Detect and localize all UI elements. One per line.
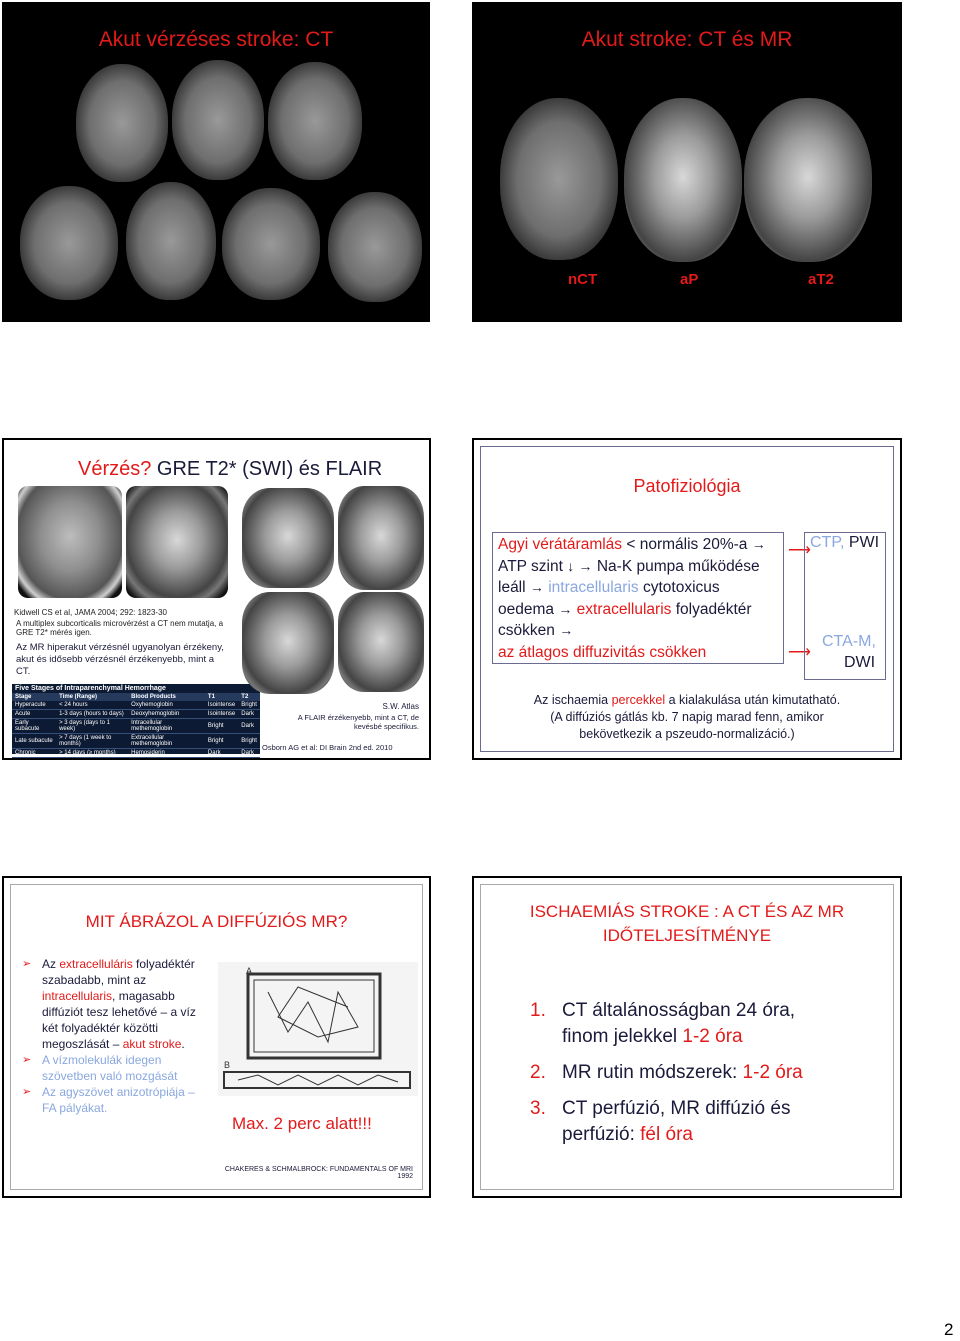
- table-cell: Bright: [238, 734, 260, 749]
- slide-title: Patofiziológia: [633, 476, 741, 496]
- table-cell: Extracellular methemoglobin: [128, 734, 205, 749]
- gre-scan-image: [18, 486, 122, 598]
- slide-title: Vérzés? GRE T2* (SWI) és FLAIR: [78, 458, 383, 480]
- slide-ct-mr: [472, 2, 902, 322]
- reference-chakeres: CHAKERES & SCHMALBROCK: FUNDAMENTALS OF MRI 1992: [224, 1166, 413, 1180]
- table-cell: Hemosiderin: [128, 749, 205, 758]
- ct-scan-image: [268, 62, 362, 180]
- table-row: [12, 701, 260, 710]
- slide-time-performance: [472, 876, 902, 1198]
- numbered-list: [530, 998, 830, 1158]
- table-cell: Acute: [12, 710, 56, 719]
- ct-axial-image: [338, 486, 424, 590]
- table-header: T2: [238, 693, 260, 701]
- osborn-reference: Osborn AG et al: DI Brain 2nd ed. 2010: [262, 743, 393, 752]
- ct-scan-image: [20, 186, 118, 300]
- stage-table: [12, 693, 260, 758]
- ct-scan-image: [126, 182, 216, 300]
- atlas-label: S.W. Atlas: [382, 702, 419, 711]
- table-cell: > 14 days (≥ months): [56, 749, 128, 758]
- arrow-down-icon: ↓: [567, 557, 575, 574]
- bullet-item: ➢ Az agyszövet anizotrópiája – FA pályákat.: [22, 1085, 195, 1115]
- arrow-right-icon: ⟶: [788, 542, 811, 559]
- table-cell: Bright: [238, 701, 260, 710]
- bullet-item: ➢ Az extracelluláris folyadéktér szabadabb, mint az intracellularis, magasabb diffúziót tesz lehetővé – a víz két folyadéktér közötti megoszlását – akut stroke.: [22, 957, 196, 1051]
- table-cell: Chronic: [12, 749, 56, 758]
- note-sensitivity: Az MR hiperakut vérzésnél ugyanolyan érzékeny, akut és idősebb vérzésnél érzékenyebb, mint a CT.: [16, 642, 224, 677]
- table-cell: Dark: [238, 719, 260, 734]
- swi-scan-image: [126, 486, 228, 598]
- table-cell: Isointense: [205, 701, 238, 710]
- arrow-right-icon: →: [558, 600, 573, 617]
- slide-title: ISCHAEMIÁS STROKE : A CT ÉS AZ MR IDŐTELJESÍTMÉNYE: [529, 902, 845, 945]
- note-microbleed: A multiplex subcorticalis microvérzést a CT nem mutatja, a GRE T2* mérés igen.: [16, 619, 224, 637]
- arrow-right-icon: →: [751, 536, 766, 552]
- table-cell: Hyperacute: [12, 701, 56, 710]
- bullet-list: [22, 956, 206, 1116]
- image-label-ap: aP: [680, 271, 699, 288]
- arrowhead-icon: ➢: [22, 958, 32, 970]
- table-cell: Dark: [238, 710, 260, 719]
- arrow-right-icon: →: [529, 579, 544, 595]
- table-cell: Bright: [205, 719, 238, 734]
- cta-m: CTA-M,: [822, 633, 876, 650]
- slide-diffusion-mr: [2, 876, 431, 1198]
- hemorrhage-stage-table: Five Stages of Intraparenchymal Hemorrhage Stage Time (Range) Blood Products T1 T2 Hyperacute < 24 hours Oxyhemoglobin Isointense Bright Acute 1-3 days (hours to days) Deoxyhemoglobin Isointense Dark Early subacute > 3 days (days to 1 week) Intracellular methemoglobin Bright Dark Late subacute > 7 days (1 week to months) Extracellular methemoglobin Bright Bright Chronic > 14 days (≥ months) Hemosiderin Dark Dark: [12, 684, 260, 754]
- ctp-pwi: CTP, PWI: [810, 534, 880, 551]
- table-row: [12, 734, 260, 749]
- table-cell: < 24 hours: [56, 701, 128, 710]
- table-row: [12, 719, 260, 734]
- ct-scan-image: [328, 192, 422, 302]
- table-cell: 1-3 days (hours to days): [56, 710, 128, 719]
- bullet-item: ➢ A vízmolekulák idegen szövetben való mozgását: [22, 1053, 178, 1083]
- arrowhead-icon: ➢: [22, 1054, 32, 1066]
- page-number: 2: [944, 1320, 954, 1339]
- arrow-right-icon: →: [559, 622, 574, 638]
- table-cell: Intracellular methemoglobin: [128, 719, 205, 734]
- diffusion-figure: A B: [218, 962, 418, 1096]
- table-cell: Early subacute: [12, 719, 56, 734]
- flair-axial-image: [242, 592, 334, 694]
- flair-note: A FLAIR érzékenyebb, mint a CT, de kevésbé specifikus.: [297, 713, 419, 731]
- max-time-label: Max. 2 perc alatt!!!: [232, 1114, 372, 1133]
- dwi: DWI: [844, 654, 876, 671]
- table-cell: Dark: [238, 749, 260, 758]
- list-item: 2. MR rutin módszerek: 1-2 óra: [530, 1062, 803, 1083]
- slide-hemorrhage-mr: [2, 438, 431, 760]
- ct-axial-image: [242, 488, 334, 588]
- arrow-right-icon: →: [578, 557, 593, 574]
- table-cell: Isointense: [205, 710, 238, 719]
- ct-scan-image: [172, 60, 264, 180]
- table-header: Time (Range): [56, 693, 128, 701]
- table-row: [12, 710, 260, 719]
- reference-kidwell: Kidwell CS et al, JAMA 2004; 292: 1823-30: [14, 608, 167, 617]
- slide-title: Akut stroke: CT és MR: [581, 28, 793, 51]
- table-cell: > 3 days (days to 1 week): [56, 719, 128, 734]
- arrow-right-icon: ⟶: [788, 644, 811, 661]
- footnote: Az ischaemia percekkel a kialakulása után kimutatható. (A diffúziós gátlás kb. 7 napig marad fenn, amikor bekövetkezik a pszeudo-normalizáció.): [533, 693, 841, 741]
- table-header: T1: [205, 693, 238, 701]
- ct-scan-image: [222, 188, 320, 300]
- patho-lines: Agyi vérátáramlás < normális 20%-a → ATP szint ↓ → Na-K pumpa működése leáll → intracellularis cytotoxicus oedema → extracellularis folyadéktér csökken → az átlagos diffuzivitás csökken: [498, 536, 766, 661]
- list-item: 1. CT általánosságban 24 óra, finom jelekkel 1-2 óra: [530, 1000, 796, 1047]
- table-header: Stage: [12, 693, 56, 701]
- image-label-at2: aT2: [808, 271, 834, 288]
- image-label-nct: nCT: [568, 271, 598, 288]
- at2-scan-image: [744, 98, 872, 262]
- slide-pathophysiology: [472, 438, 902, 760]
- table-cell: Dark: [205, 749, 238, 758]
- slide-ct-hemorrhage: [2, 2, 430, 322]
- random-walk-diagram: [218, 962, 418, 1096]
- arrowhead-icon: ➢: [22, 1086, 32, 1098]
- slide-title: Akut vérzéses stroke: CT: [98, 28, 334, 51]
- table-cell: Deoxyhemoglobin: [128, 710, 205, 719]
- table-header: Blood Products: [128, 693, 205, 701]
- table-cell: > 7 days (1 week to months): [56, 734, 128, 749]
- table-row: [12, 749, 260, 758]
- table-cell: Bright: [205, 734, 238, 749]
- nct-scan-image: [500, 98, 618, 260]
- list-item: 3. CT perfúzió, MR diffúzió és perfúzió: fél óra: [530, 1098, 791, 1145]
- table-cell: Oxyhemoglobin: [128, 701, 205, 710]
- ct-scan-image: [76, 64, 168, 182]
- flair-axial-image: [338, 592, 424, 692]
- ap-scan-image: [624, 98, 742, 262]
- slide-title: MIT ÁBRÁZOL A DIFFÚZIÓS MR?: [85, 912, 348, 931]
- table-cell: Late subacute: [12, 734, 56, 749]
